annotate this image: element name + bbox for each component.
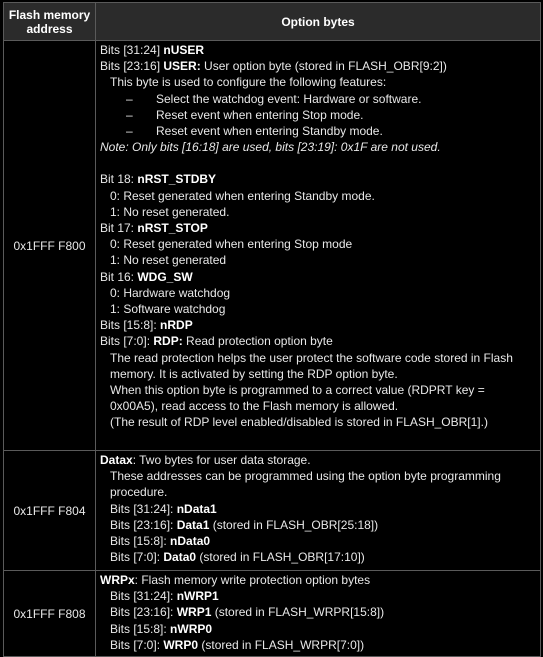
text: : Two bytes for user data storage. — [132, 453, 311, 467]
field-name: RDP: — [153, 334, 183, 349]
text: Bits [23:16]: — [110, 605, 177, 620]
field-name: nRDP — [160, 318, 193, 333]
text-line — [100, 501, 536, 517]
text: Bits [7:0]: — [110, 637, 164, 652]
text: User option byte (stored in FLASH_OBR[9:2]) — [200, 59, 447, 74]
text: Reset event when entering Stop mode. — [156, 107, 364, 122]
text-line — [100, 220, 536, 236]
text-line: 1: Software watchdog — [110, 302, 226, 317]
text: Bit 18: — [100, 172, 138, 187]
text: Bits [31:24] — [100, 43, 164, 57]
paragraph: The read protection helps the user protect the software code stored in Flash memory. It is activated by setting the RDP option byte. — [110, 350, 513, 381]
text-line — [100, 517, 536, 533]
text-line — [100, 269, 536, 285]
list-item — [100, 123, 536, 139]
field-name: nRST_STDBY — [137, 172, 217, 187]
table-row — [4, 451, 541, 571]
text: Bits [15:8]: — [110, 534, 171, 549]
address-cell: 0x1FFF F800 — [4, 41, 96, 451]
field-name: nData0 — [170, 534, 211, 549]
text: Bits [31:24]: — [110, 589, 177, 604]
header-option-bytes: Option bytes — [96, 3, 541, 41]
text-line: 0: Hardware watchdog — [110, 285, 231, 300]
text: Read protection option byte — [182, 334, 333, 349]
text-line: This byte is used to configure the following features: — [110, 75, 387, 90]
text: Bits [7:0]: — [100, 334, 154, 349]
text-line — [100, 333, 536, 349]
text-line — [100, 317, 536, 333]
text-line — [100, 604, 536, 620]
paragraph: (The result of RDP level enabled/disabled is stored in FLASH_OBR[1].) — [110, 415, 488, 430]
text: Select the watchdog event: Hardware or software. — [156, 91, 422, 106]
text: Bits [23:16]: — [110, 517, 177, 532]
text: Bits [31:24]: — [110, 501, 177, 516]
description-cell — [96, 41, 541, 451]
field-name: WRP1 — [176, 605, 212, 620]
field-name: WDG_SW — [137, 269, 193, 284]
field-name: WRP0 — [163, 637, 199, 652]
bullet-dash: – — [126, 107, 133, 122]
field-name: USER: — [163, 59, 201, 74]
list-item — [100, 91, 536, 107]
text: (stored in FLASH_WRPR[7:0]) — [198, 637, 365, 652]
text: Bits [23:16] — [100, 59, 164, 74]
field-name: nWRP0 — [170, 621, 213, 636]
field-name: Data1 — [176, 517, 210, 532]
text: Bits [15:8]: — [100, 318, 161, 333]
text: (stored in FLASH_WRPR[15:8]) — [211, 605, 385, 620]
text-line — [100, 452, 536, 468]
text-line: 0: Reset generated when entering Stop mode — [110, 237, 353, 252]
text: Bits [7:0]: — [110, 550, 164, 565]
text: (stored in FLASH_OBR[17:10]) — [196, 550, 365, 565]
text: Bits [15:8]: — [110, 621, 171, 636]
text-line: 0: Reset generated when entering Standby mode. — [110, 188, 375, 203]
description-cell — [96, 451, 541, 571]
text-line — [100, 549, 536, 565]
field-name: nRST_STOP — [137, 221, 208, 236]
text-line — [100, 588, 536, 604]
spacer — [100, 155, 536, 171]
text: (stored in FLASH_OBR[25:18]) — [209, 517, 379, 532]
description-cell — [96, 571, 541, 657]
text-line — [100, 621, 536, 637]
bullet-dash: – — [126, 124, 133, 139]
text-line — [100, 637, 536, 653]
table-row — [4, 571, 541, 657]
text-line — [100, 42, 536, 58]
field-name: Data0 — [163, 550, 197, 565]
text-line — [100, 58, 536, 74]
text: Reset event when entering Standby mode. — [156, 124, 383, 139]
list-item — [100, 107, 536, 123]
header-flash-memory-address: Flash memory address — [4, 3, 96, 41]
text-line: 1: No reset generated — [110, 253, 227, 268]
table-header-row — [4, 3, 541, 41]
text: : Flash memory write protection option bytes — [134, 573, 371, 587]
option-bytes-table — [3, 2, 541, 657]
field-name: WRPx — [100, 573, 135, 587]
text-line — [100, 572, 536, 588]
text: Bit 16: — [100, 269, 138, 284]
field-name: nUSER — [163, 43, 205, 57]
text-line — [100, 533, 536, 549]
text-line: 1: No reset generated. — [110, 204, 230, 219]
note-text: Note: Only bits [16:18] are used, bits [23:19]: 0x1F are not used. — [100, 140, 441, 155]
address-cell: 0x1FFF F808 — [4, 571, 96, 657]
text-line — [100, 171, 536, 187]
bullet-dash: – — [126, 91, 133, 106]
paragraph: These addresses can be programmed using the option byte programming procedure. — [110, 469, 501, 500]
text: Bit 17: — [100, 221, 138, 236]
table-row — [4, 41, 541, 451]
paragraph: When this option byte is programmed to a correct value (RDPRT key = 0x00A5), read access to the Flash memory is allowed. — [110, 383, 485, 414]
field-name: nData1 — [176, 501, 217, 516]
field-name: nWRP1 — [176, 589, 219, 604]
address-cell: 0x1FFF F804 — [4, 451, 96, 571]
field-name: Datax — [100, 453, 133, 467]
